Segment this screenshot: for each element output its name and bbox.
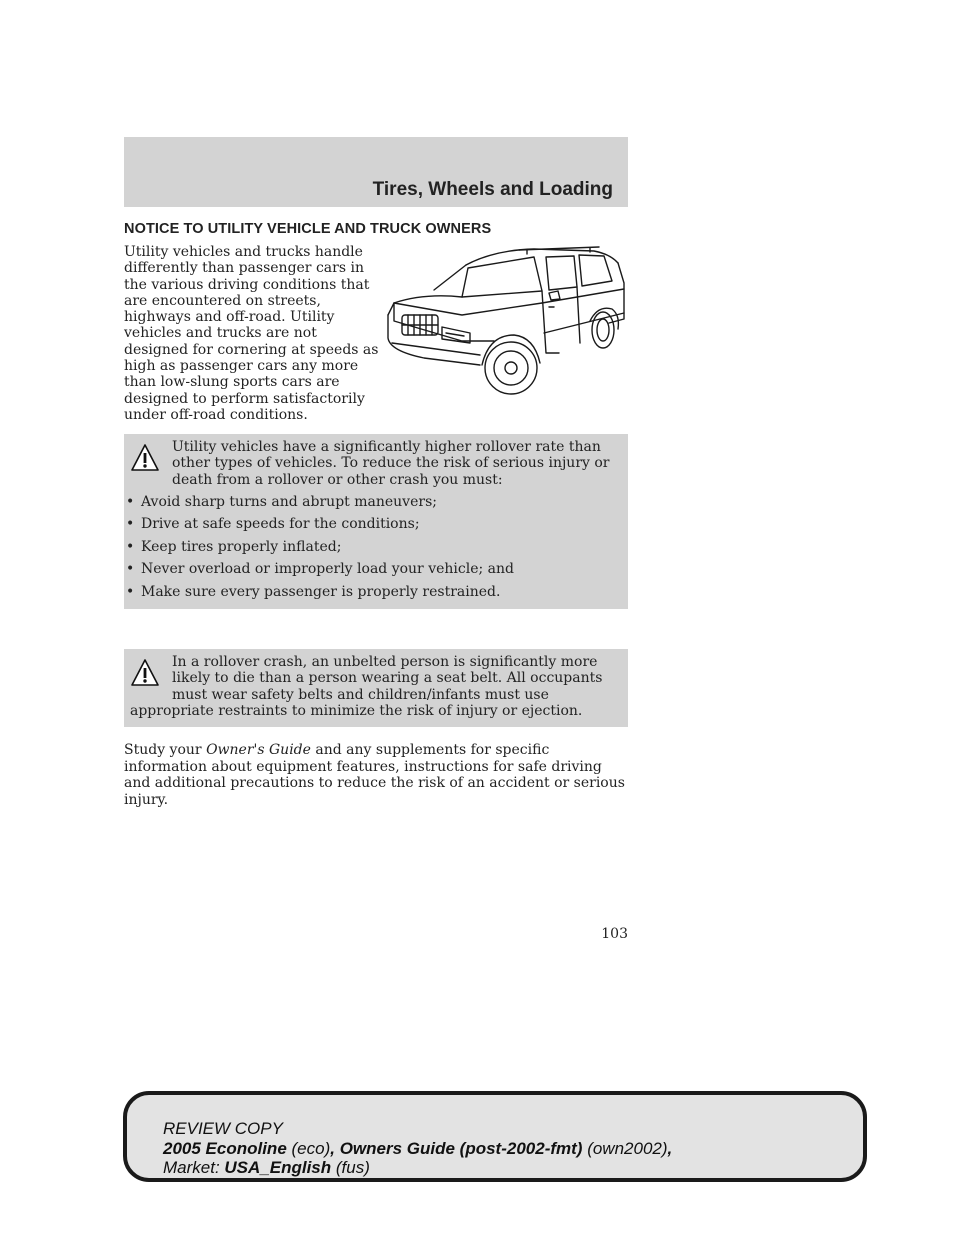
intro-paragraph: Utility vehicles and trucks handle differently than passenger cars in the various driving conditions that are encountered on streets, highways and off-road. Utility vehicles and trucks are not designed for cornering at speeds as high as passenger cars any more than low-slung sports cars are designed to perform satisfactorily under off-road conditions. bbox=[124, 244, 379, 423]
section-heading: NOTICE TO UTILITY VEHICLE AND TRUCK OWNERS bbox=[124, 221, 492, 237]
bullet-icon: • bbox=[126, 561, 135, 578]
footer-document-line: 2005 Econoline (eco), Owners Guide (post-2002-fmt) (own2002), bbox=[163, 1138, 673, 1158]
bullet-icon: • bbox=[126, 538, 135, 555]
review-copy-footer bbox=[123, 1091, 867, 1182]
warning-text: Utility vehicles have a significantly higher rollover rate than other types of vehicles. To reduce the risk of serious injury or death from a rollover or other crash you must: bbox=[172, 439, 610, 488]
suv-illustration bbox=[384, 243, 629, 403]
footer-market-line: Market: USA_English (fus) bbox=[163, 1158, 370, 1177]
rollover-warning-box bbox=[124, 434, 628, 609]
list-item: • Drive at safe speeds for the conditions; bbox=[126, 516, 420, 533]
seatbelt-warning-box bbox=[124, 649, 628, 727]
bullet-icon: • bbox=[126, 583, 135, 600]
list-item: • Keep tires properly inflated; bbox=[126, 538, 342, 555]
bullet-icon: • bbox=[126, 493, 135, 510]
page-number: 103 bbox=[601, 926, 628, 942]
warning-triangle-icon bbox=[130, 443, 160, 473]
header-band bbox=[124, 137, 628, 207]
warning-text: In a rollover crash, an unbelted person is significantly more likely to die than a person wearing a seat belt. All occupants must wear safety belts and children/infants must use appropriate restraints to minimize the risk of injury or ejection. bbox=[130, 654, 603, 719]
page-title: Tires, Wheels and Loading bbox=[372, 179, 613, 200]
bullet-icon: • bbox=[126, 516, 135, 533]
footer-review-label: REVIEW COPY bbox=[163, 1119, 283, 1138]
owners-guide-title: Owner's Guide bbox=[206, 742, 311, 758]
list-item: • Never overload or improperly load your vehicle; and bbox=[126, 561, 514, 578]
warning-triangle-icon bbox=[130, 658, 160, 688]
list-item: • Avoid sharp turns and abrupt maneuvers; bbox=[126, 493, 437, 510]
list-item: • Make sure every passenger is properly restrained. bbox=[126, 583, 501, 600]
study-paragraph: Study your Owner's Guide and any supplements for specific information about equipment features, instructions for safe driving and additional precautions to reduce the risk of an accident or serious injury. bbox=[124, 742, 625, 808]
warning-bullet-list bbox=[124, 494, 622, 607]
